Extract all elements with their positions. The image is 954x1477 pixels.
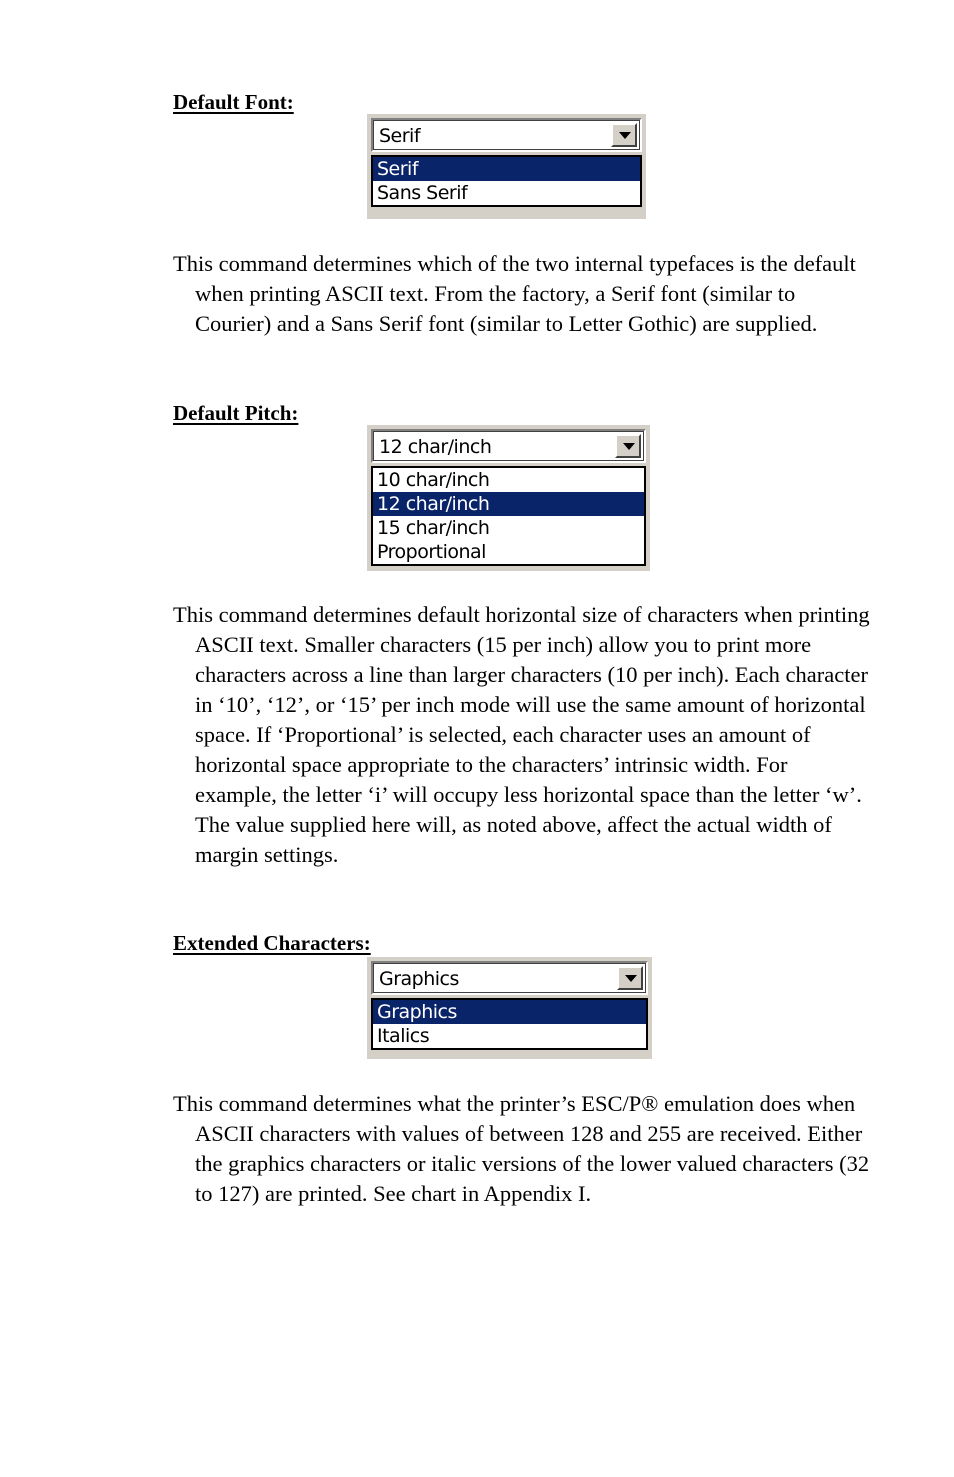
default-pitch-combo[interactable] xyxy=(371,429,646,463)
option-graphics[interactable]: Graphics xyxy=(373,1000,646,1024)
chevron-down-icon xyxy=(625,975,637,982)
default-pitch-dropdown xyxy=(367,425,650,571)
option-15-char-inch[interactable]: 15 char/inch xyxy=(377,517,490,539)
extended-characters-heading: Extended Characters: xyxy=(173,931,371,955)
extended-characters-options-list xyxy=(371,998,648,1050)
default-pitch-combo-value: 12 char/inch xyxy=(379,436,492,458)
option-italics[interactable]: Italics xyxy=(377,1025,430,1047)
default-font-heading: Default Font: xyxy=(173,90,294,114)
option-sans-serif[interactable]: Sans Serif xyxy=(377,182,468,204)
option-proportional[interactable]: Proportional xyxy=(377,541,486,563)
chevron-down-icon xyxy=(623,443,635,450)
option-12-char-inch[interactable]: 12 char/inch xyxy=(373,492,644,516)
default-font-combo-value: Serif xyxy=(379,125,421,147)
chevron-down-icon xyxy=(619,132,631,139)
default-font-options-list xyxy=(371,155,642,207)
option-serif[interactable]: Serif xyxy=(373,157,640,181)
default-font-description: This command determines which of the two internal typefaces is the default when printing ASCII text. From the factory, a Serif font (similar to Courier) and a Sans Serif font (similar to Letter Gothic) are supplied. xyxy=(173,251,856,336)
extended-characters-dropdown xyxy=(367,957,652,1059)
default-font-dropdown xyxy=(367,114,646,219)
extended-characters-combo-value: Graphics xyxy=(379,968,459,990)
extended-characters-combo[interactable] xyxy=(371,961,648,995)
dropdown-button[interactable] xyxy=(617,966,643,990)
dropdown-button[interactable] xyxy=(611,123,637,147)
dropdown-button[interactable] xyxy=(615,434,641,458)
default-pitch-description: This command determines default horizontal size of characters when printing ASCII text. Smaller characters (15 per inch) allow you to print more characters across a line than larger characters (10 per inch). Each character in ‘10’, ‘12’, or ‘15’ per inch mode will use the same amount of horizontal space. If ‘Proportional’ is selected, each character uses an amount of horizontal space appropriate to the characters’ intrinsic width. For example, the letter ‘i’ will occupy less horizontal space than the letter ‘w’. The value supplied here will, as noted above, affect the actual width of margin settings. xyxy=(173,602,870,867)
option-10-char-inch[interactable]: 10 char/inch xyxy=(377,469,490,491)
extended-characters-description: This command determines what the printer’s ESC/P® emulation does when ASCII characters with values of between 128 and 255 are received. Either the graphics characters or italic versions of the lower valued characters (32 to 127) are printed. See chart in Appendix I. xyxy=(173,1091,870,1206)
default-pitch-options-list xyxy=(371,466,646,566)
default-font-combo[interactable] xyxy=(371,118,642,152)
default-pitch-heading: Default Pitch: xyxy=(173,401,299,425)
